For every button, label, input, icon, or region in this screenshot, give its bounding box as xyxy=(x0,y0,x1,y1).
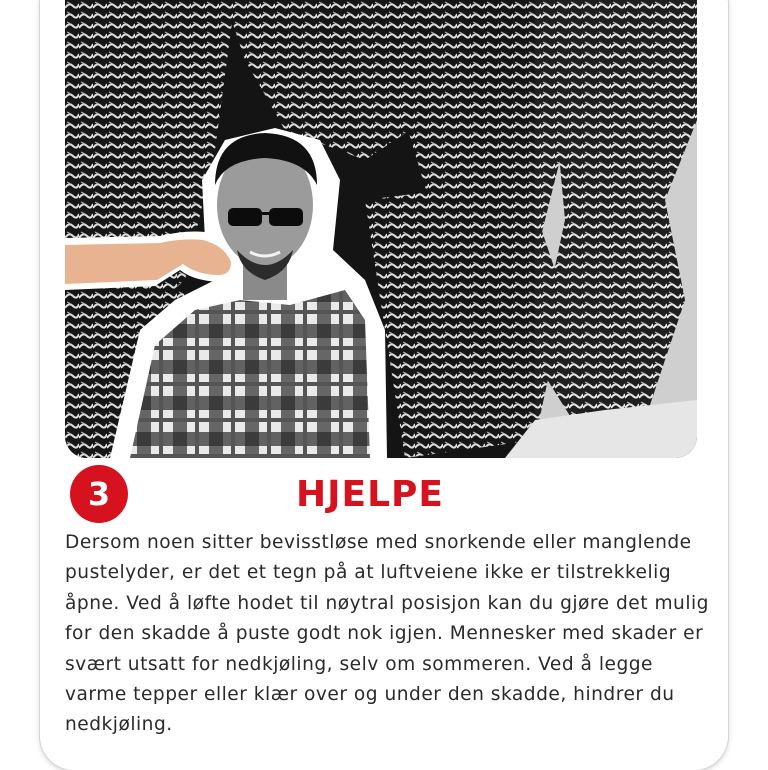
body-line: åpne. Ved å løfte hodet til nøytral posisjon kan du gjøre det mulig xyxy=(65,592,709,614)
body-line: for den skadde å puste godt nok igjen. Mennesker med skader er xyxy=(65,623,704,645)
card-body-text xyxy=(65,528,709,741)
body-line: nedkjøling. xyxy=(65,714,173,736)
card-title: HJELPE xyxy=(295,474,445,515)
body-line: pustelyder, er det et tegn på at luftveiene ikke er tilstrekkelig xyxy=(65,562,672,584)
forest-photo xyxy=(65,0,697,458)
body-line: svært utsatt for nedkjøling, selv om sommeren. Ved å legge xyxy=(65,653,653,675)
body-line: varme tepper eller klær over og under den skadde, hindrer du xyxy=(65,684,675,706)
body-line: Dersom noen sitter bevisstløse med snorkende eller manglende xyxy=(65,532,692,553)
hand xyxy=(65,232,238,291)
illustration xyxy=(65,0,697,458)
step-number-badge: 3 xyxy=(70,465,128,523)
